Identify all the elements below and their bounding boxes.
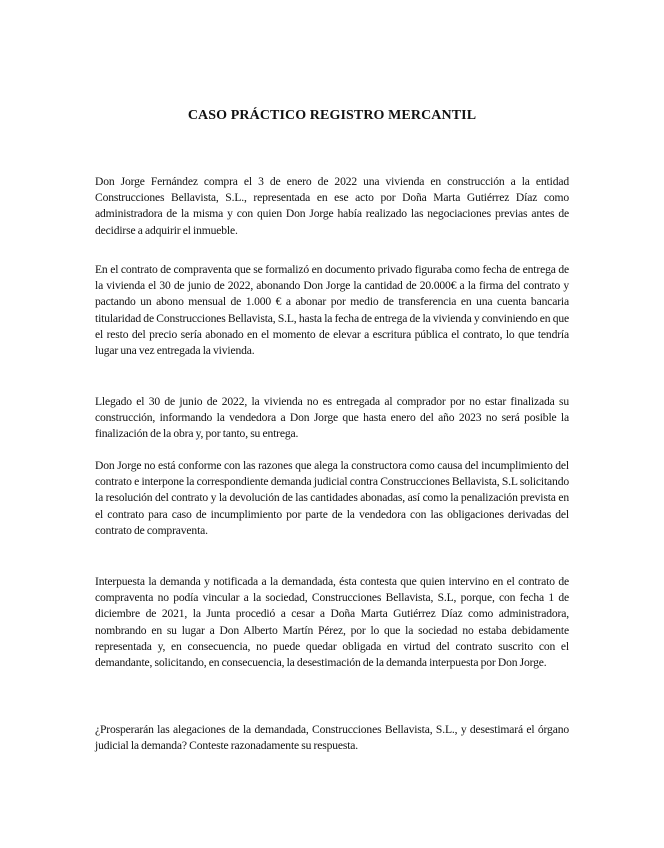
paragraph-purchase: Don Jorge Fernández compra el 3 de enero de 2022 una vivienda en construcción a la entidad Construcciones Bellavista, S.L., representada en ese acto por Doña Marta Gutiérrez Díaz como administradora de la misma y con quien Don Jorge había realizado las negociaciones previas antes de decidirse a adquirir el inmueble. [95,175,569,237]
document-title: CASO PRÁCTICO REGISTRO MERCANTIL [187,108,477,123]
paragraph-question: ¿Prosperarán las alegaciones de la demandada, Construcciones Bellavista, S.L., y desestimará el órgano judicial la demanda? Conteste razonadamente su respuesta. [95,723,569,753]
paragraph-delivery-delay: Llegado el 30 de junio de 2022, la vivienda no es entregada al comprador por no estar finalizada su construcción, informando la vendedora a Don Jorge que hasta enero del año 2023 no será posible la finalización de la obra y, por tanto, su entrega. [95,395,569,441]
paragraph-lawsuit: Don Jorge no está conforme con las razones que alega la constructora como causa del incumplimiento del contrato e interpone la correspondiente demanda judicial contra Construcciones Bellavista, S.L solicitando la resolución del contrato y la devolución de las cantidades abonadas, así como la penalización prevista en el contrato para caso de incumplimiento por parte de la vendedora con las obligaciones derivadas del contrato de compraventa. [95,459,569,537]
paragraph-defense: Interpuesta la demanda y notificada a la demandada, ésta contesta que quien intervino en el contrato de compraventa no podía vincular a la sociedad, Construcciones Bellavista, S.L, porque, con fecha 1 de diciembre de 2021, la Junta procedió a cesar a Doña Marta Gutiérrez Díaz como administradora, nombrando en su lugar a Don Alberto Martín Pérez, por lo que la sociedad no estaba debidamente representada y, en consecuencia, no puede quedar obligada en virtud del contrato suscrito con el demandante, solicitando, en consecuencia, la desestimación de la demanda interpuesta por Don Jorge. [95,575,569,670]
paragraph-contract-terms: En el contrato de compraventa que se formalizó en documento privado figuraba como fecha de entrega de la vivienda el 30 de junio de 2022, abonando Don Jorge la cantidad de 20.000€ a la firma del contrato y pactando un abono mensual de 1.000 € a abonar por medio de transferencia en una cuenta bancaria titularidad de Construcciones Bellavista, S.L, hasta la fecha de entrega de la vivienda y conviniendo en que el resto del precio sería abonado en el momento de elevar a escritura pública el contrato, lo que tendría lugar una vez entregada la vivienda. [95,263,569,358]
